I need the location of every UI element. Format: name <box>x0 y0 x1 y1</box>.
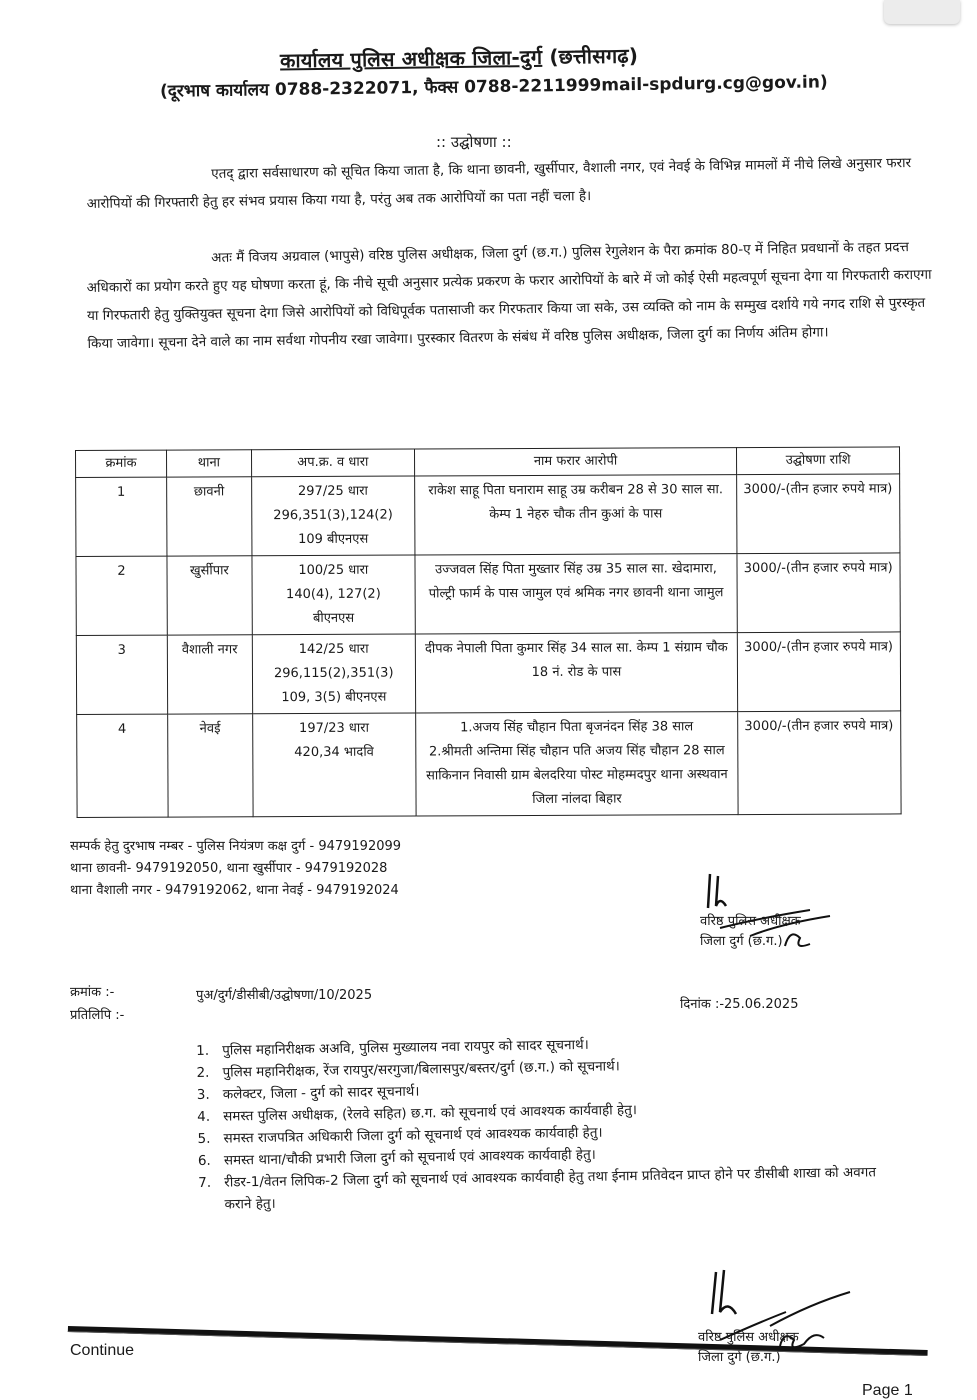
reference-number: पुअ/दुर्ग/डीसीबी/उद्घोषणा/10/2025 <box>196 988 373 1003</box>
signature-block <box>700 912 801 952</box>
table-row <box>77 711 901 818</box>
list-item-text: कलेक्टर, जिला - दुर्ग को सादर सूचनार्थ। <box>222 1083 420 1103</box>
list-item-number: 3. <box>196 1086 210 1103</box>
cell-accused <box>415 712 738 816</box>
list-item-number: 4. <box>197 1108 211 1125</box>
accused-line: 2.श्रीमती अन्तिमा सिंह चौहान पति अजय सिंह चौहान 28 साल साकिनान निवासी ग्राम बेलदरिया पोस्ट मोहम्मदपुर थाना अस्थवान जिला नांलदा बिहार <box>426 743 728 808</box>
list-item-text: पुलिस महानिरीक्षक, रेंज रायपुर/सरगुजा/बिलासपुर/बस्तर/दुर्ग (छ.ग.) को सूचनार्थ। <box>222 1058 620 1081</box>
cell-reward: 3000/-(तीन हजार रुपये मात्र) <box>738 711 901 815</box>
cell-case <box>252 555 415 635</box>
signature-designation: वरिष्ठ पुलिस अधीक्षक <box>698 1330 799 1345</box>
cell-thana: नेवई <box>168 714 253 817</box>
list-item-number: 5. <box>197 1130 211 1147</box>
cell-serial: 2 <box>76 556 167 635</box>
list-item-text: समस्त राजपत्रित अधिकारी जिला दुर्ग को सूचनार्थ एवं आवश्यक कार्यवाही हेतु। <box>223 1124 603 1147</box>
office-contact-line: (दूरभाष कार्यालय 0788-2322071, फैक्स 0788-2211999mail-spdurg.cg@gov.in) <box>159 72 828 102</box>
table-row <box>76 474 900 557</box>
case-line: 140(4), 127(2) <box>286 586 381 603</box>
intro-paragraph-text: एतद् द्वारा सर्वसाधारण को सूचित किया जाता है, कि थाना छावनी, खुर्सीपार, वैशाली नगर, एवं नेवई के विभिन्न मामलों में नीचे लिखे अनुसार फरार आरोपियों की गिरफ्तारी हेतु हर संभव प्रयास किया गया है, परंतु अब तक आरोपियों का पता नहीं चला है। <box>86 155 912 212</box>
cell-accused: उज्जवल सिंह पिता मुख्तार सिंह उम्र 35 साल सा. खेदामारा, पोल्ट्री फार्म के पास जामुल एवं श्रमिक नगर छावनी थाना जामुल <box>415 554 738 634</box>
list-item-number: 1. <box>196 1042 210 1059</box>
col-header-case: अप.क्र. व धारा <box>251 449 414 477</box>
cell-case <box>251 476 414 556</box>
list-item-text: समस्त थाना/चौकी प्रभारी जिला दुर्ग को सूचनार्थ एवं आवश्यक कार्यवाही हेतु। <box>223 1146 596 1169</box>
cell-serial: 1 <box>76 477 167 556</box>
col-header-reward: उद्घोषणा राशि <box>737 447 900 475</box>
cell-accused: दीपक नेपाली पिता कुमार सिंह 34 साल सा. केम्प 1 संग्राम चौक 18 नं. रोड के पास <box>415 633 738 713</box>
copy-to-list <box>196 1029 905 1216</box>
page-number: Page 1 <box>862 1382 913 1399</box>
case-line: 296,115(2),351(3) <box>273 665 394 682</box>
signature-district: जिला दुर्ग (छ.ग.) <box>698 1350 781 1365</box>
proclamation-heading: :: उद्घोषणा :: <box>436 133 512 151</box>
case-line: 296,351(3),124(2) <box>273 507 393 524</box>
office-state: (छत्तीसगढ़) <box>549 43 639 69</box>
cell-reward: 3000/-(तीन हजार रुपये मात्र) <box>737 553 900 633</box>
cell-thana: छावनी <box>167 477 252 556</box>
issue-date: दिनांक :-25.06.2025 <box>680 997 799 1012</box>
signature-district: जिला दुर्ग (छ.ग.) <box>700 934 783 949</box>
case-line: 100/25 धारा <box>298 562 369 579</box>
case-line: बीएनएस <box>312 610 355 626</box>
case-line: 197/23 धारा <box>298 720 369 737</box>
list-item-number: 7. <box>198 1174 212 1191</box>
list-item-number: 6. <box>197 1152 211 1169</box>
col-header-accused: नाम फरार आरोपी <box>414 448 737 476</box>
list-item-text: पुलिस महानिरीक्षक अअवि, पुलिस मुख्यालय नवा रायपुर को सादर सूचनार्थ। <box>222 1036 589 1059</box>
list-item-text: रीडर-1/वेतन लिपिक-2 जिला दुर्ग को सूचनार्थ एवं आवश्यक कार्यवाही हेतु तथा ईनाम प्रतिवेदन प्राप्त होने पर डीसीबी शाखा को अवगत कराने हेतु। <box>224 1164 877 1213</box>
table-row <box>76 632 900 715</box>
cell-reward: 3000/-(तीन हजार रुपये मात्र) <box>737 632 900 712</box>
continue-label: Continue <box>70 1342 135 1359</box>
list-item-text: समस्त पुलिस अधीक्षक, (रेलवे सहित) छ.ग. को सूचनार्थ एवं आवश्यक कार्यवाही हेतु। <box>223 1102 638 1125</box>
office-name: कार्यालय पुलिस अधीक्षक जिला-दुर्ग <box>279 44 543 73</box>
case-line: 142/25 धारा <box>298 641 369 658</box>
case-line: 109 बीएनएस <box>298 531 369 548</box>
intro-paragraph <box>86 149 933 218</box>
case-line: 420,34 भादवि <box>294 744 374 761</box>
case-line: 297/25 धारा <box>297 483 368 500</box>
declaration-paragraph-text: अतः मैं विजय अग्रवाल (भापुसे) वरिष्ठ पुलिस अधीक्षक, जिला दुर्ग (छ.ग.) पुलिस रेगुलेशन के पैरा क्रमांक 80-ए में निहित प्रवधानों के तहत प्रदत्त अधिकारों का प्रयोग करते हुए यह घोषणा करता हूं, कि नीचे सूची अनुसार प्रत्येक प्रकरण के फरार आरोपियों के बारे में जो कोई ऐसी महत्वपूर्ण सूचना देगा या गिरफतारी कराएगा या गिरफतारी हेतु युक्तियुक्त सूचना देगा जिसे आरोपियों को विधिपूर्वक पतासाजी कर गिरफतार किया जा सके, उस व्यक्ति को नाम के सम्मुख दर्शाये गये नगद राशि से पुरस्कृत किया जावेगा। सूचना देने वाले का नाम सर्वथा गोपनीय रखा जावेगा। पुरस्कार वितरण के संबंध में वरिष्ठ पुलिस अधीक्षक, जिला दुर्ग का निर्णय अंतिम होगा। <box>86 239 932 352</box>
contact-line: सम्पर्क हेतु दुरभाष नम्बर - पुलिस नियंत्रण कक्ष दुर्ग - 9479192099 <box>70 839 402 854</box>
cell-case <box>252 713 415 817</box>
signature-designation: वरिष्ठ पुलिस अधीक्षक <box>700 914 801 929</box>
cell-serial: 4 <box>77 714 168 817</box>
case-line: 109, 3(5) बीएनएस <box>281 689 387 706</box>
cell-reward: 3000/-(तीन हजार रुपये मात्र) <box>737 474 900 554</box>
table-header-row <box>76 447 900 478</box>
list-item-number: 2. <box>196 1064 210 1081</box>
cell-thana: खुर्सीपार <box>167 556 252 635</box>
copy-to-label: प्रतिलिपि :- <box>70 1008 125 1023</box>
col-header-serial: क्रमांक <box>76 450 167 477</box>
cell-serial: 3 <box>76 635 167 714</box>
col-header-thana: थाना <box>166 450 251 477</box>
accused-line: 1.अजय सिंह चौहान पिता बृजनंदन सिंह 38 साल <box>460 719 694 736</box>
table-row <box>76 553 900 636</box>
cell-thana: वैशाली नगर <box>167 635 252 714</box>
cell-accused: राकेश साहू पिता घनाराम साहू उम्र करीबन 28 से 30 साल सा. केम्प 1 नेहरु चौक तीन कुआं के पास <box>414 475 737 555</box>
contact-line: थाना वैशाली नगर - 9479192062, थाना नेवई - 9479192024 <box>70 883 399 898</box>
declaration-paragraph <box>86 233 934 358</box>
reward-table <box>75 446 902 818</box>
contact-numbers <box>70 836 401 902</box>
reference-number-label: क्रमांक :- <box>70 985 115 1000</box>
contact-line: थाना छावनी- 9479192050, थाना खुर्सीपार - 9479192028 <box>70 861 388 876</box>
office-title <box>280 42 638 74</box>
cell-case <box>252 634 415 714</box>
